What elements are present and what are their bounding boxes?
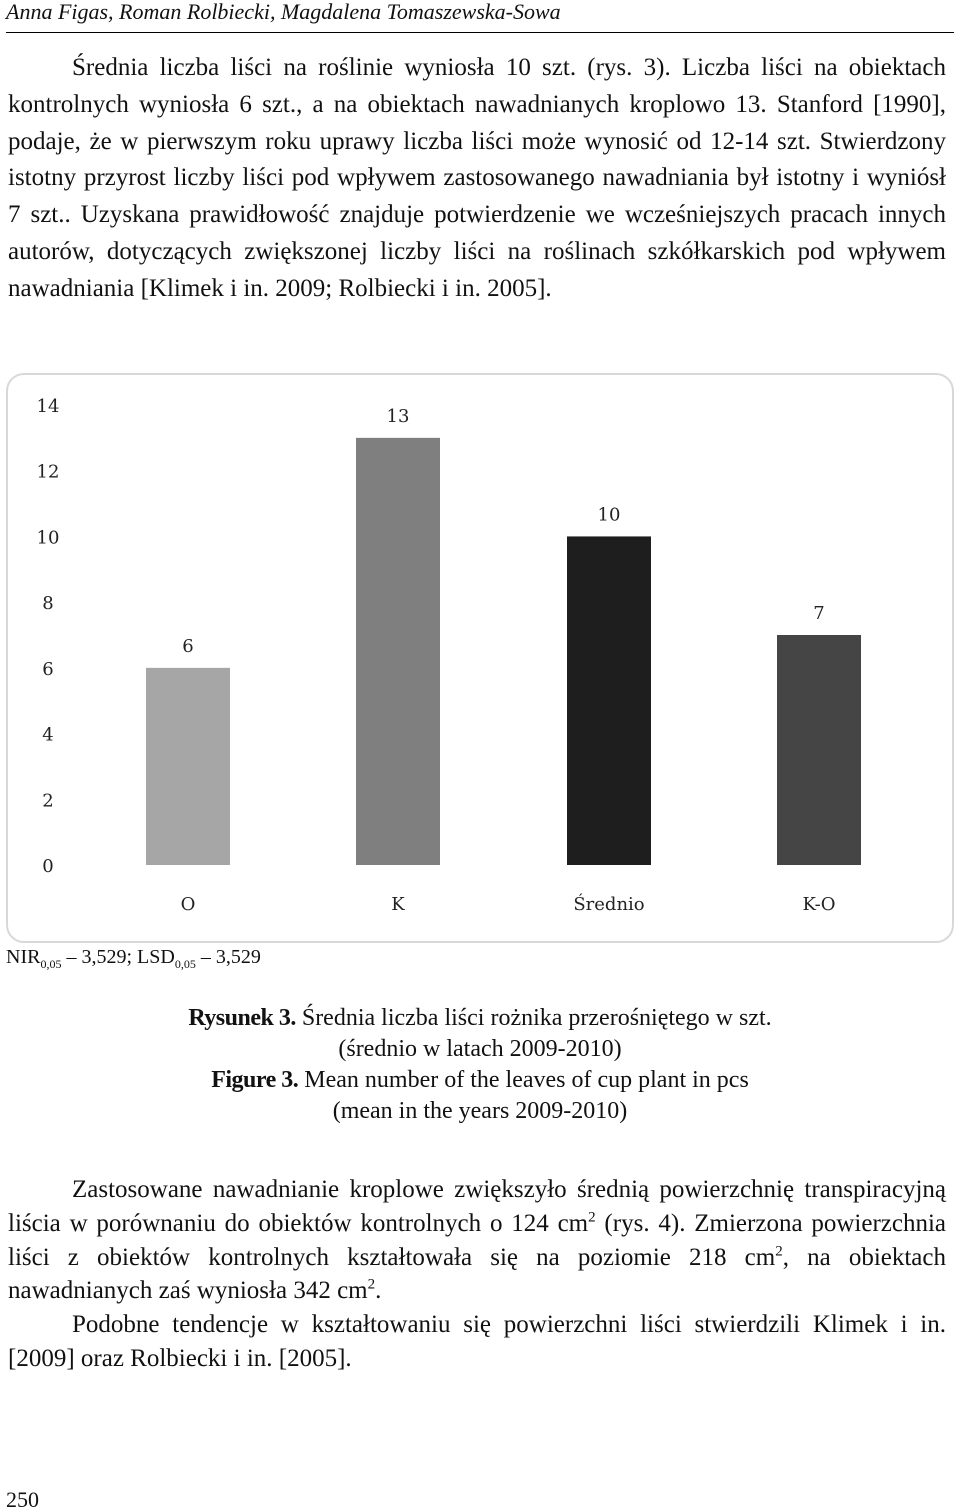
bar-1: [356, 438, 440, 865]
category-label: K: [391, 894, 405, 915]
data-label: 6: [182, 635, 194, 657]
y-tick-label: 12: [36, 461, 60, 483]
caption-pl-text: Średnia liczba liści rożnika przerośniętego w szt.: [295, 1005, 772, 1031]
bar-3: [777, 635, 861, 865]
header-authors: Anna Figas, Roman Rolbiecki, Magdalena Tomaszewska-Sowa: [6, 0, 561, 24]
p2-part-b: (rys. 4). Zmierzona powierzchnia liści z obiektów kontrolnych kształtowała się na poziomie 218 cm: [8, 1209, 947, 1271]
p2-sup-c: 2: [367, 1277, 376, 1294]
caption-pl-sub: [0, 1034, 960, 1065]
y-tick-label: 0: [42, 856, 54, 877]
caption-en-sub: [0, 1096, 960, 1127]
data-label: 13: [386, 405, 410, 427]
p2-part-d: .: [375, 1277, 382, 1305]
data-label: 10: [597, 504, 621, 526]
y-tick-label: 10: [36, 527, 60, 549]
paragraph-similar-trends: Podobne tendencje w kształtowaniu się powierzchni liści stwierdzili Klimek i in. [2009] oraz Rolbiecki i in. [2005].: [8, 1311, 946, 1372]
caption-pl-prefix: Rysunek 3.: [188, 1005, 296, 1031]
nir-lsd-note: [6, 945, 261, 976]
y-tick-label: 6: [42, 658, 54, 680]
y-tick-label: 4: [42, 724, 54, 746]
paragraph-leaf-area: [8, 1173, 946, 1308]
p2-part-c: , na obiektach nawadnianych zaś wyniosła 342 cm: [8, 1243, 946, 1305]
data-label: 7: [813, 603, 825, 624]
page-number: 250: [6, 1487, 39, 1512]
nir-subscript: 0,05: [40, 957, 62, 971]
lsd-label: LSD: [137, 946, 175, 968]
category-label: K-O: [802, 894, 836, 915]
y-tick-label: 8: [42, 593, 54, 615]
caption-en-prefix: Figure 3.: [211, 1067, 299, 1093]
category-label: O: [180, 894, 196, 915]
nir-value: – 3,529;: [61, 946, 138, 968]
caption-en-text: Mean number of the leaves of cup plant in pcs: [298, 1067, 749, 1093]
category-label: Średnio: [573, 894, 645, 915]
lsd-value: – 3,529: [195, 946, 261, 968]
running-header: [6, 0, 954, 33]
p2-part-a: Zastosowane nawadnianie kroplowe zwiększyło średnią powierzchnię transpiracyjną liścia w porównaniu do obiektów kontrolnych o 124 cm: [8, 1176, 946, 1237]
paragraph-leaf-count: Średnia liczba liści na roślinie wyniosła 10 szt. (rys. 3). Liczba liści na obiektach kontrolnych wyniosła 6 szt., a na obiektach nawadnianych kroplowo 13. Stanford [1990], podaje, że w pierwszym roku uprawy liczba liści może wynosić od 12-14 szt. Stwierdzony istotny przyrost liczby liści pod wpływem zastosowanego nawadniania był istotny i wyniósł 7 szt.. Uzyskana prawidłowość znajduje potwierdzenie we wcześniejszych pracach innych autorów, dotyczących zwiększonej liczby liści na roślinach szkółkarskich pod wpływem nawadniania [Klimek i in. 2009; Rolbiecki i in. 2005].: [8, 54, 946, 302]
p2-sup-b: 2: [775, 1243, 783, 1260]
caption-pl: [0, 1003, 960, 1034]
bar-2: [567, 536, 651, 865]
caption-pl-years: (średnio w latach 2009-2010): [338, 1036, 622, 1062]
caption-en-years: (mean in the years 2009-2010): [332, 1098, 628, 1124]
nir-label: NIR: [6, 946, 41, 968]
y-tick-label: 2: [42, 790, 54, 812]
lsd-subscript: 0,05: [174, 957, 196, 971]
caption-en: [0, 1065, 960, 1096]
p2-sup-a: 2: [588, 1209, 596, 1226]
bar-chart-figure-3: [0, 373, 960, 943]
bar-0: [146, 668, 230, 865]
y-tick-label: 14: [36, 396, 60, 417]
